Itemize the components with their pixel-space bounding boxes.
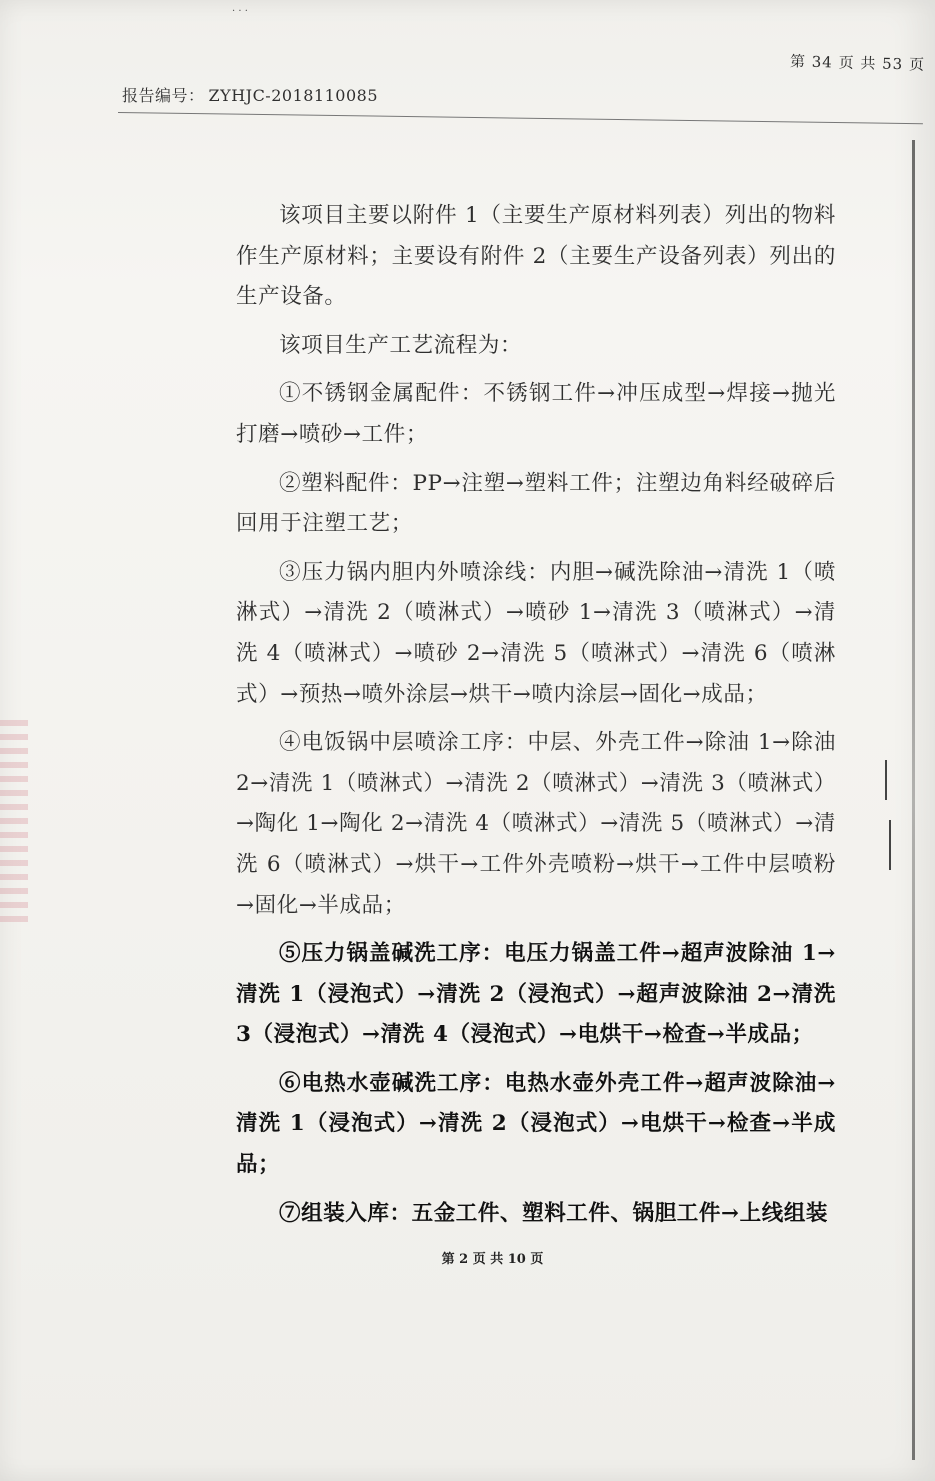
outer-page-number: 第 34 页 共 53 页	[789, 52, 926, 74]
body-paragraph: 该项目生产工艺流程为：	[279, 332, 523, 358]
body-paragraph: 该项目主要以附件 1（主要生产原材料列表）列出的物料作生产原材料；主要设有附件 2（主要生产设备列表）列出的生产设备。	[236, 203, 836, 310]
body-paragraph: ①不锈钢金属配件：不锈钢工件→冲压成型→焊接→抛光打磨→喷砂→工件；	[236, 381, 836, 447]
body-paragraph: ⑦组装入库：五金工件、塑料工件、锅胆工件→上线组装	[279, 1200, 829, 1226]
body-paragraph: ②塑料配件：PP→注塑→塑料工件；注塑边角料经破碎后回用于注塑工艺；	[236, 470, 836, 537]
margin-tick-mark	[889, 820, 891, 870]
report-number-label: 报告编号：	[122, 86, 205, 105]
body-paragraph: ③压力锅内胆内外喷涂线：内胆→碱洗除油→清洗 1（喷淋式）→清洗 2（喷淋式）→喷砂 1→清洗 3（喷淋式）→清洗 4（喷淋式）→喷砂 2→清洗 5（喷淋式）→清洗 6（喷淋式）→预热→喷外涂层→烘干→喷内涂层→固化→成品；	[236, 559, 836, 707]
body-paragraph: ④电饭锅中层喷涂工序：中层、外壳工件→除油 1→除油 2→清洗 1（喷淋式）→清洗 2（喷淋式）→清洗 3（喷淋式）→陶化 1→陶化 2→清洗 4（喷淋式）→清洗 5（喷淋式）→清洗 6（喷淋式）→烘干→工件外壳喷粉→烘干→工件中层喷粉→固化→半成品；	[236, 730, 836, 918]
document-body	[236, 196, 836, 1242]
body-paragraph: ⑥电热水壶碱洗工序：电热水壶外壳工件→超声波除油→清洗 1（浸泡式）→清洗 2（浸泡式）→电烘干→检查→半成品；	[236, 1070, 836, 1178]
page-footer: 第 2 页 共 10 页	[441, 1252, 544, 1267]
header-divider	[118, 112, 923, 124]
report-number	[122, 83, 378, 106]
report-number-value: ZYHJC-2018110085	[208, 86, 379, 105]
left-margin-smudge	[0, 720, 28, 930]
body-paragraph: ⑤压力锅盖碱洗工序：电压力锅盖工件→超声波除油 1→清洗 1（浸泡式）→清洗 2（浸泡式）→超声波除油 2→清洗 3（浸泡式）→清洗 4（浸泡式）→电烘干→检查→半成品；	[236, 941, 836, 1048]
scan-speck: · · ·	[232, 6, 248, 17]
margin-tick-mark	[885, 760, 887, 800]
page-edge-shadow	[912, 140, 915, 1460]
